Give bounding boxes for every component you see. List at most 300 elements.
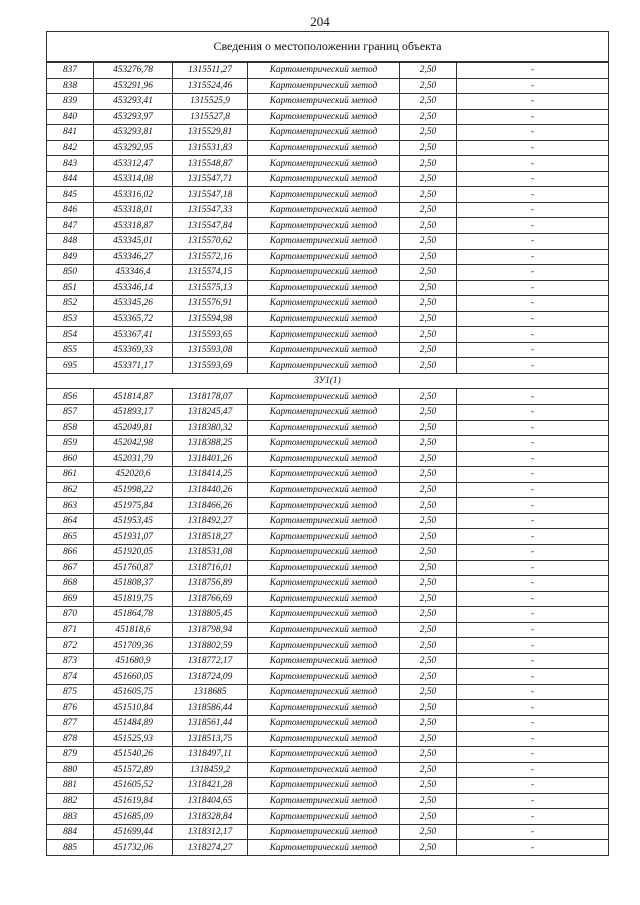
method-cell: Картометрический метод: [248, 420, 400, 436]
point-number-cell: 858: [47, 420, 94, 436]
description-cell: -: [457, 451, 609, 467]
point-number-cell: 841: [47, 125, 94, 141]
point-number-cell: 856: [47, 389, 94, 405]
accuracy-cell: 2,50: [400, 342, 457, 358]
y-coordinate-cell: 1318440,26: [173, 482, 248, 498]
description-cell: -: [457, 156, 609, 172]
y-coordinate-cell: 1318518,27: [173, 529, 248, 545]
x-coordinate-cell: 453346,27: [94, 249, 173, 265]
accuracy-cell: 2,50: [400, 358, 457, 374]
description-cell: -: [457, 140, 609, 156]
method-cell: Картометрический метод: [248, 513, 400, 529]
method-cell: Картометрический метод: [248, 560, 400, 576]
table-row: [47, 762, 609, 778]
method-cell: Картометрический метод: [248, 187, 400, 203]
table-row: [47, 513, 609, 529]
x-coordinate-cell: 453292,95: [94, 140, 173, 156]
accuracy-cell: 2,50: [400, 700, 457, 716]
y-coordinate-cell: 1318380,32: [173, 420, 248, 436]
table-row: [47, 327, 609, 343]
description-cell: -: [457, 436, 609, 452]
accuracy-cell: 2,50: [400, 389, 457, 405]
accuracy-cell: 2,50: [400, 327, 457, 343]
accuracy-cell: 2,50: [400, 234, 457, 250]
table-row: [47, 436, 609, 452]
y-coordinate-cell: 1318328,84: [173, 809, 248, 825]
point-number-cell: 862: [47, 482, 94, 498]
description-cell: -: [457, 544, 609, 560]
y-coordinate-cell: 1315547,33: [173, 202, 248, 218]
point-number-cell: 873: [47, 653, 94, 669]
description-cell: -: [457, 560, 609, 576]
table-row: [47, 529, 609, 545]
y-coordinate-cell: 1318724,09: [173, 669, 248, 685]
method-cell: Картометрический метод: [248, 265, 400, 281]
table-row: [47, 498, 609, 514]
description-cell: -: [457, 78, 609, 94]
y-coordinate-cell: 1315531,83: [173, 140, 248, 156]
accuracy-cell: 2,50: [400, 218, 457, 234]
table-row: [47, 482, 609, 498]
x-coordinate-cell: 453293,41: [94, 94, 173, 110]
x-coordinate-cell: 453367,41: [94, 327, 173, 343]
y-coordinate-cell: 1318178,07: [173, 389, 248, 405]
accuracy-cell: 2,50: [400, 684, 457, 700]
table-body: [47, 32, 609, 856]
accuracy-cell: 2,50: [400, 265, 457, 281]
accuracy-cell: 2,50: [400, 809, 457, 825]
method-cell: Картометрический метод: [248, 125, 400, 141]
point-number-cell: 875: [47, 684, 94, 700]
table-row: [47, 824, 609, 840]
accuracy-cell: 2,50: [400, 669, 457, 685]
accuracy-cell: 2,50: [400, 591, 457, 607]
method-cell: Картометрический метод: [248, 280, 400, 296]
x-coordinate-cell: 451605,52: [94, 778, 173, 794]
point-number-cell: 853: [47, 311, 94, 327]
section-row: [47, 373, 609, 389]
accuracy-cell: 2,50: [400, 311, 457, 327]
y-coordinate-cell: 1318421,28: [173, 778, 248, 794]
point-number-cell: 878: [47, 731, 94, 747]
y-coordinate-cell: 1315547,18: [173, 187, 248, 203]
point-number-cell: 695: [47, 358, 94, 374]
method-cell: Картометрический метод: [248, 436, 400, 452]
point-number-cell: 861: [47, 467, 94, 483]
method-cell: Картометрический метод: [248, 109, 400, 125]
x-coordinate-cell: 451931,07: [94, 529, 173, 545]
x-coordinate-cell: 451680,9: [94, 653, 173, 669]
y-coordinate-cell: 1315594,98: [173, 311, 248, 327]
point-number-cell: 883: [47, 809, 94, 825]
description-cell: -: [457, 265, 609, 281]
point-number-cell: 876: [47, 700, 94, 716]
x-coordinate-cell: 453293,81: [94, 125, 173, 141]
description-cell: -: [457, 747, 609, 763]
method-cell: Картометрический метод: [248, 62, 400, 78]
table-row: [47, 451, 609, 467]
method-cell: Картометрический метод: [248, 78, 400, 94]
method-cell: Картометрический метод: [248, 715, 400, 731]
x-coordinate-cell: 452020,6: [94, 467, 173, 483]
accuracy-cell: 2,50: [400, 498, 457, 514]
description-cell: -: [457, 498, 609, 514]
point-number-cell: 864: [47, 513, 94, 529]
accuracy-cell: 2,50: [400, 94, 457, 110]
point-number-cell: 869: [47, 591, 94, 607]
accuracy-cell: 2,50: [400, 529, 457, 545]
y-coordinate-cell: 1315527,8: [173, 109, 248, 125]
y-coordinate-cell: 1315576,91: [173, 296, 248, 312]
accuracy-cell: 2,50: [400, 296, 457, 312]
y-coordinate-cell: 1318772,17: [173, 653, 248, 669]
point-number-cell: 863: [47, 498, 94, 514]
y-coordinate-cell: 1315575,13: [173, 280, 248, 296]
y-coordinate-cell: 1315574,15: [173, 265, 248, 281]
table-row: [47, 731, 609, 747]
description-cell: -: [457, 591, 609, 607]
y-coordinate-cell: 1318766,69: [173, 591, 248, 607]
table-row: [47, 809, 609, 825]
table-row: [47, 576, 609, 592]
method-cell: Картометрический метод: [248, 762, 400, 778]
table-row: [47, 544, 609, 560]
method-cell: Картометрический метод: [248, 94, 400, 110]
method-cell: Картометрический метод: [248, 156, 400, 172]
description-cell: -: [457, 62, 609, 78]
x-coordinate-cell: 453345,26: [94, 296, 173, 312]
point-number-cell: 868: [47, 576, 94, 592]
y-coordinate-cell: 1318274,27: [173, 840, 248, 856]
accuracy-cell: 2,50: [400, 715, 457, 731]
description-cell: -: [457, 125, 609, 141]
x-coordinate-cell: 453318,87: [94, 218, 173, 234]
point-number-cell: 837: [47, 62, 94, 78]
y-coordinate-cell: 1315593,65: [173, 327, 248, 343]
description-cell: -: [457, 653, 609, 669]
point-number-cell: 874: [47, 669, 94, 685]
point-number-cell: 885: [47, 840, 94, 856]
table-row: [47, 109, 609, 125]
method-cell: Картометрический метод: [248, 249, 400, 265]
description-cell: -: [457, 358, 609, 374]
y-coordinate-cell: 1318492,27: [173, 513, 248, 529]
description-cell: -: [457, 94, 609, 110]
table-row: [47, 607, 609, 623]
table-row: [47, 358, 609, 374]
method-cell: Картометрический метод: [248, 171, 400, 187]
x-coordinate-cell: 451484,89: [94, 715, 173, 731]
accuracy-cell: 2,50: [400, 467, 457, 483]
point-number-cell: 846: [47, 202, 94, 218]
method-cell: Картометрический метод: [248, 358, 400, 374]
description-cell: -: [457, 638, 609, 654]
description-cell: -: [457, 482, 609, 498]
y-coordinate-cell: 1318561,44: [173, 715, 248, 731]
description-cell: -: [457, 576, 609, 592]
accuracy-cell: 2,50: [400, 653, 457, 669]
accuracy-cell: 2,50: [400, 78, 457, 94]
x-coordinate-cell: 451685,09: [94, 809, 173, 825]
x-coordinate-cell: 451510,84: [94, 700, 173, 716]
table-row: [47, 280, 609, 296]
x-coordinate-cell: 451605,75: [94, 684, 173, 700]
method-cell: Картометрический метод: [248, 202, 400, 218]
x-coordinate-cell: 453318,01: [94, 202, 173, 218]
method-cell: Картометрический метод: [248, 731, 400, 747]
y-coordinate-cell: 1315570,62: [173, 234, 248, 250]
x-coordinate-cell: 451953,45: [94, 513, 173, 529]
description-cell: -: [457, 684, 609, 700]
y-coordinate-cell: 1315529,81: [173, 125, 248, 141]
x-coordinate-cell: 451525,93: [94, 731, 173, 747]
y-coordinate-cell: 1315548,87: [173, 156, 248, 172]
x-coordinate-cell: 451814,87: [94, 389, 173, 405]
y-coordinate-cell: 1318404,65: [173, 793, 248, 809]
table-row: [47, 156, 609, 172]
description-cell: -: [457, 296, 609, 312]
y-coordinate-cell: 1315547,84: [173, 218, 248, 234]
description-cell: -: [457, 529, 609, 545]
method-cell: Картометрический метод: [248, 576, 400, 592]
x-coordinate-cell: 451699,44: [94, 824, 173, 840]
description-cell: -: [457, 700, 609, 716]
description-cell: -: [457, 622, 609, 638]
method-cell: Картометрический метод: [248, 296, 400, 312]
x-coordinate-cell: 451998,22: [94, 482, 173, 498]
y-coordinate-cell: 1318466,26: [173, 498, 248, 514]
point-number-cell: 843: [47, 156, 94, 172]
table-row: [47, 591, 609, 607]
accuracy-cell: 2,50: [400, 405, 457, 421]
table-row: [47, 296, 609, 312]
y-coordinate-cell: 1318414,25: [173, 467, 248, 483]
y-coordinate-cell: 1318798,94: [173, 622, 248, 638]
method-cell: Картометрический метод: [248, 140, 400, 156]
x-coordinate-cell: 451920,05: [94, 544, 173, 560]
table-row: [47, 249, 609, 265]
x-coordinate-cell: 453345,01: [94, 234, 173, 250]
description-cell: -: [457, 171, 609, 187]
point-number-cell: 867: [47, 560, 94, 576]
method-cell: Картометрический метод: [248, 405, 400, 421]
x-coordinate-cell: 453316,02: [94, 187, 173, 203]
accuracy-cell: 2,50: [400, 140, 457, 156]
description-cell: -: [457, 218, 609, 234]
accuracy-cell: 2,50: [400, 576, 457, 592]
accuracy-cell: 2,50: [400, 824, 457, 840]
method-cell: Картометрический метод: [248, 311, 400, 327]
method-cell: Картометрический метод: [248, 342, 400, 358]
accuracy-cell: 2,50: [400, 840, 457, 856]
x-coordinate-cell: 451540,26: [94, 747, 173, 763]
method-cell: Картометрический метод: [248, 778, 400, 794]
method-cell: Картометрический метод: [248, 638, 400, 654]
x-coordinate-cell: 453371,17: [94, 358, 173, 374]
x-coordinate-cell: 451975,84: [94, 498, 173, 514]
method-cell: Картометрический метод: [248, 793, 400, 809]
table-row: [47, 778, 609, 794]
description-cell: -: [457, 234, 609, 250]
table-header-row: [47, 32, 609, 63]
description-cell: -: [457, 793, 609, 809]
x-coordinate-cell: 451709,36: [94, 638, 173, 654]
x-coordinate-cell: 453293,97: [94, 109, 173, 125]
x-coordinate-cell: 451808,37: [94, 576, 173, 592]
table-row: [47, 700, 609, 716]
accuracy-cell: 2,50: [400, 249, 457, 265]
method-cell: Картометрический метод: [248, 653, 400, 669]
x-coordinate-cell: 451660,05: [94, 669, 173, 685]
point-number-cell: 866: [47, 544, 94, 560]
description-cell: -: [457, 202, 609, 218]
point-number-cell: 851: [47, 280, 94, 296]
method-cell: Картометрический метод: [248, 607, 400, 623]
point-number-cell: 850: [47, 265, 94, 281]
table-row: [47, 793, 609, 809]
y-coordinate-cell: 1318805,45: [173, 607, 248, 623]
method-cell: Картометрический метод: [248, 482, 400, 498]
accuracy-cell: 2,50: [400, 793, 457, 809]
description-cell: -: [457, 809, 609, 825]
y-coordinate-cell: 1315593,69: [173, 358, 248, 374]
point-number-cell: 871: [47, 622, 94, 638]
table-row: [47, 94, 609, 110]
y-coordinate-cell: 1315524,46: [173, 78, 248, 94]
y-coordinate-cell: 1315593,08: [173, 342, 248, 358]
description-cell: -: [457, 513, 609, 529]
accuracy-cell: 2,50: [400, 762, 457, 778]
accuracy-cell: 2,50: [400, 778, 457, 794]
point-number-cell: 848: [47, 234, 94, 250]
description-cell: -: [457, 607, 609, 623]
method-cell: Картометрический метод: [248, 809, 400, 825]
point-number-cell: 880: [47, 762, 94, 778]
point-number-cell: 857: [47, 405, 94, 421]
table-row: [47, 265, 609, 281]
y-coordinate-cell: 1315547,71: [173, 171, 248, 187]
x-coordinate-cell: 453314,08: [94, 171, 173, 187]
page-number: 204: [310, 14, 330, 29]
x-coordinate-cell: 453369,33: [94, 342, 173, 358]
accuracy-cell: 2,50: [400, 607, 457, 623]
point-number-cell: 845: [47, 187, 94, 203]
method-cell: Картометрический метод: [248, 451, 400, 467]
y-coordinate-cell: 1318497,11: [173, 747, 248, 763]
table-row: [47, 218, 609, 234]
accuracy-cell: 2,50: [400, 280, 457, 296]
description-cell: -: [457, 342, 609, 358]
accuracy-cell: 2,50: [400, 436, 457, 452]
point-number-cell: 840: [47, 109, 94, 125]
x-coordinate-cell: 451818,6: [94, 622, 173, 638]
table-row: [47, 78, 609, 94]
table-row: [47, 311, 609, 327]
accuracy-cell: 2,50: [400, 171, 457, 187]
x-coordinate-cell: 451893,17: [94, 405, 173, 421]
accuracy-cell: 2,50: [400, 731, 457, 747]
table-row: [47, 187, 609, 203]
table-row: [47, 467, 609, 483]
accuracy-cell: 2,50: [400, 451, 457, 467]
description-cell: -: [457, 420, 609, 436]
table-title: Сведения о местоположении границ объекта: [47, 32, 609, 63]
description-cell: -: [457, 731, 609, 747]
x-coordinate-cell: 453291,96: [94, 78, 173, 94]
method-cell: Картометрический метод: [248, 747, 400, 763]
description-cell: -: [457, 840, 609, 856]
y-coordinate-cell: 1315511,27: [173, 62, 248, 78]
accuracy-cell: 2,50: [400, 560, 457, 576]
point-number-cell: 849: [47, 249, 94, 265]
method-cell: Картометрический метод: [248, 389, 400, 405]
method-cell: Картометрический метод: [248, 529, 400, 545]
x-coordinate-cell: 453346,14: [94, 280, 173, 296]
accuracy-cell: 2,50: [400, 747, 457, 763]
y-coordinate-cell: 1318388,25: [173, 436, 248, 452]
y-coordinate-cell: 1318802,59: [173, 638, 248, 654]
point-number-cell: 881: [47, 778, 94, 794]
method-cell: Картометрический метод: [248, 824, 400, 840]
point-number-cell: 854: [47, 327, 94, 343]
method-cell: Картометрический метод: [248, 218, 400, 234]
method-cell: Картометрический метод: [248, 327, 400, 343]
y-coordinate-cell: 1318685: [173, 684, 248, 700]
x-coordinate-cell: 451572,89: [94, 762, 173, 778]
accuracy-cell: 2,50: [400, 544, 457, 560]
x-coordinate-cell: 451732,06: [94, 840, 173, 856]
description-cell: -: [457, 311, 609, 327]
x-coordinate-cell: 451819,75: [94, 591, 173, 607]
table-row: [47, 202, 609, 218]
description-cell: -: [457, 389, 609, 405]
accuracy-cell: 2,50: [400, 482, 457, 498]
point-number-cell: 882: [47, 793, 94, 809]
table-row: [47, 684, 609, 700]
y-coordinate-cell: 1318459,2: [173, 762, 248, 778]
y-coordinate-cell: 1318401,26: [173, 451, 248, 467]
table-row: [47, 638, 609, 654]
method-cell: Картометрический метод: [248, 684, 400, 700]
table-row: [47, 715, 609, 731]
description-cell: -: [457, 762, 609, 778]
table-row: [47, 62, 609, 78]
point-number-cell: 844: [47, 171, 94, 187]
x-coordinate-cell: 453312,47: [94, 156, 173, 172]
description-cell: -: [457, 778, 609, 794]
y-coordinate-cell: 1318312,17: [173, 824, 248, 840]
table-row: [47, 669, 609, 685]
description-cell: -: [457, 109, 609, 125]
point-number-cell: 879: [47, 747, 94, 763]
point-number-cell: 884: [47, 824, 94, 840]
table-row: [47, 389, 609, 405]
point-number-cell: 859: [47, 436, 94, 452]
boundary-coordinates-table: [46, 31, 609, 856]
method-cell: Картометрический метод: [248, 234, 400, 250]
table-row: [47, 622, 609, 638]
y-coordinate-cell: 1318586,44: [173, 700, 248, 716]
description-cell: -: [457, 249, 609, 265]
x-coordinate-cell: 451864,78: [94, 607, 173, 623]
table-row: [47, 420, 609, 436]
point-number-cell: 872: [47, 638, 94, 654]
description-cell: -: [457, 327, 609, 343]
accuracy-cell: 2,50: [400, 622, 457, 638]
method-cell: Картометрический метод: [248, 669, 400, 685]
method-cell: Картометрический метод: [248, 700, 400, 716]
y-coordinate-cell: 1315525,9: [173, 94, 248, 110]
